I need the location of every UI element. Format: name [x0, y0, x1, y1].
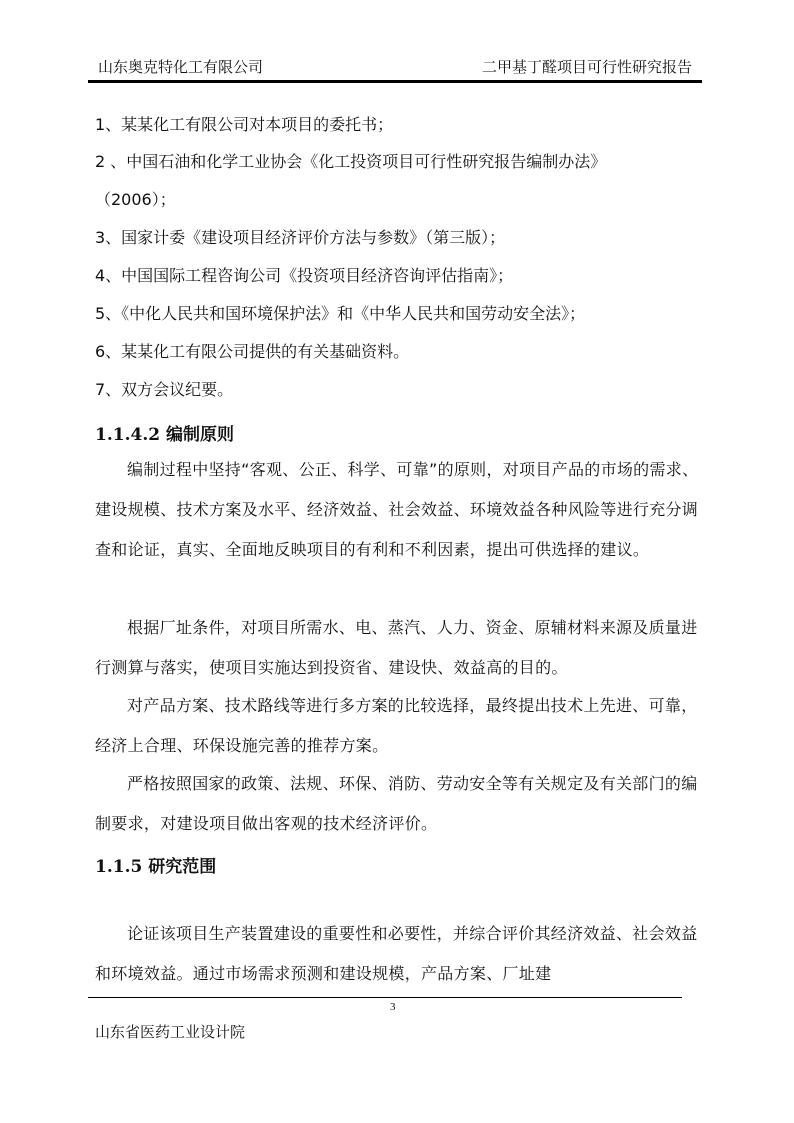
header-rule — [88, 80, 702, 83]
basis-item-6: 6、某某化工有限公司提供的有关基础资料。 — [95, 342, 410, 361]
basis-item-1: 1、某某化工有限公司对本项目的委托书； — [95, 115, 394, 134]
footer-institute: 山东省医药工业设计院 — [95, 1023, 246, 1041]
section-heading-115: 1.1.5 研究范围 — [95, 857, 217, 877]
basis-item-5: 5、《中化人民共和国环境保护法》和《中华人民共和国劳动安全法》； — [95, 304, 586, 323]
paragraph-principle-1: 编制过程中坚持“客观、公正、科学、可靠”的原则，对项目产品的市场的需求、建设规模、技术方案及水平、经济效益、社会效益、环境效益各种风险等进行充分调查和论证，真实、全面地反映项目的有利和不利因素，提出可供选择的建议。 — [95, 460, 699, 559]
paragraph-principle-3: 对产品方案、技术路线等进行多方案的比较选择，最终提出技术上先进、可靠，经济上合理、环保设施完善的推荐方案。 — [95, 696, 698, 755]
footer-rule — [88, 997, 682, 998]
basis-item-3: 3、国家计委《建设项目经济评价方法与参数》（第三版）； — [95, 228, 506, 247]
basis-item-4: 4、中国国际工程咨询公司《投资项目经济咨询评估指南》； — [95, 266, 514, 285]
page-number: 3 — [390, 1001, 396, 1013]
paragraph-principle-4: 严格按照国家的政策、法规、环保、消防、劳动安全等有关规定及有关部门的编制要求，对建设项目做出客观的技术经济评价。 — [95, 774, 698, 833]
basis-item-2: 2 、中国石油和化学工业协会《化工投资项目可行性研究报告编制办法》 — [95, 152, 607, 171]
header-company: 山东奥克特化工有限公司 — [98, 58, 264, 76]
basis-item-2-year: （2006）； — [95, 190, 176, 209]
paragraph-principle-2: 根据厂址条件，对项目所需水、电、蒸汽、人力、资金、原辅材料来源及质量进行测算与落实，使项目实施达到投资省、建设快、效益高的目的。 — [95, 618, 698, 677]
paragraph-scope-1: 论证该项目生产装置建设的重要性和必要性，并综合评价其经济效益、社会效益和环境效益。通过市场需求预测和建设规模，产品方案、厂址建 — [95, 924, 698, 983]
header-report-title: 二甲基丁醛项目可行性研究报告 — [481, 58, 692, 76]
basis-item-7: 7、双方会议纪要。 — [95, 380, 234, 399]
page-header — [88, 56, 702, 80]
section-heading-1142: 1.1.4.2 编制原则 — [95, 425, 234, 445]
